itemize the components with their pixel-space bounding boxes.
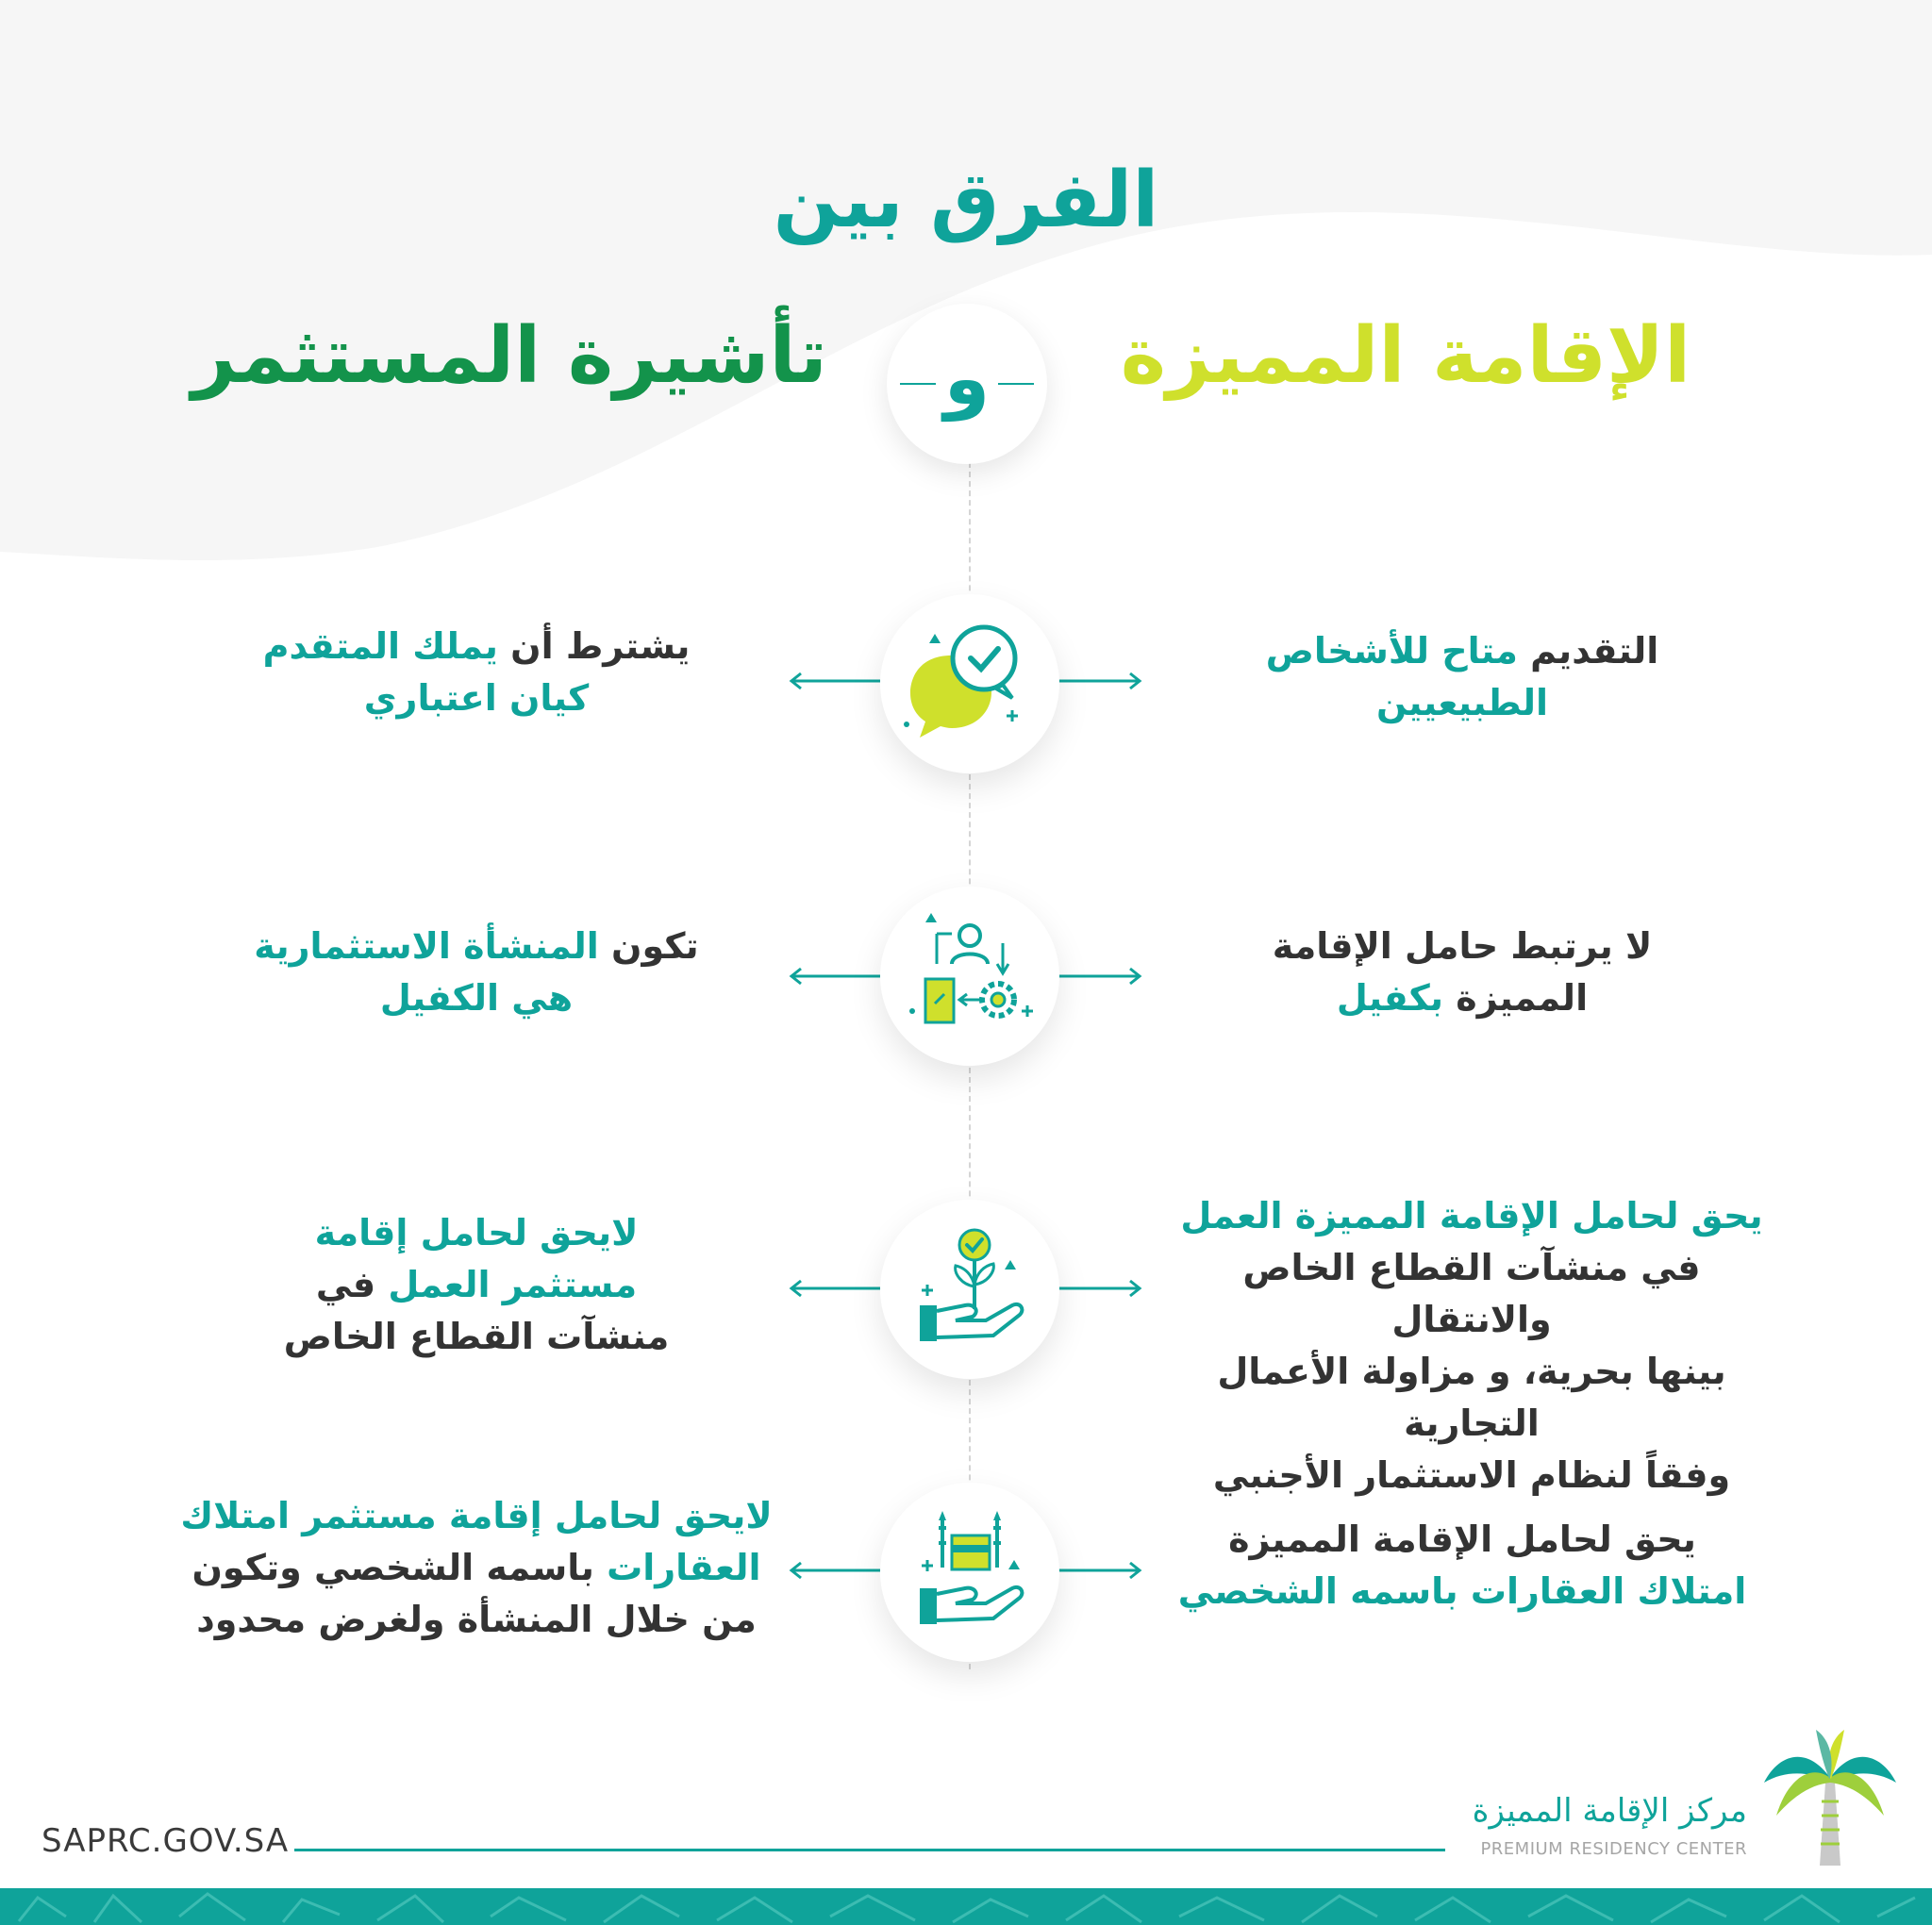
arrow-left-icon — [788, 1561, 882, 1580]
text-line — [1160, 677, 1764, 729]
row3-investor-text — [189, 1207, 764, 1363]
text-line — [1160, 1566, 1764, 1618]
hand-kaaba-icon — [880, 1483, 1059, 1662]
row3-premium-text — [1160, 1190, 1783, 1502]
text-segment: يحق لحامل الإقامة المميزة العمل — [1180, 1195, 1763, 1236]
title-difference-between: الفرق بين — [773, 156, 1159, 245]
text-line — [1160, 1190, 1783, 1242]
text-line — [170, 1490, 783, 1542]
row4-premium-text — [1160, 1514, 1764, 1618]
arrow-left-icon — [788, 672, 882, 690]
text-segment: باسمه الشخصي وتكون — [192, 1547, 594, 1589]
text-line — [1160, 1514, 1764, 1566]
arrow-left-icon — [788, 1279, 882, 1298]
text-segment: في منشآت القطاع الخاص والانتقال — [1242, 1247, 1701, 1341]
text-segment: التقديم — [1517, 630, 1659, 672]
text-segment: الطبيعيين — [1375, 682, 1548, 724]
text-line — [1160, 625, 1764, 677]
text-segment: من خلال المنشأة ولغرض محدود — [196, 1599, 757, 1641]
text-line — [1160, 1242, 1783, 1346]
text-line — [170, 1594, 783, 1646]
text-segment: لا يرتبط حامل الإقامة — [1272, 925, 1653, 967]
text-segment: هي الكفيل — [379, 977, 574, 1020]
text-line — [189, 1207, 764, 1259]
palm-logo-icon — [1759, 1726, 1901, 1867]
logo-name-arabic: مركز الإقامة المميزة — [1472, 1792, 1747, 1830]
and-label: و — [943, 337, 991, 422]
text-segment: تكون — [598, 925, 699, 967]
text-segment: المميزة — [1443, 977, 1589, 1020]
text-line — [189, 972, 764, 1024]
text-segment: لايحق لحامل إقامة — [314, 1212, 639, 1253]
text-segment: امتلاك العقارات باسمه الشخصي — [1177, 1570, 1747, 1613]
text-segment: منشآت القطاع الخاص — [283, 1316, 670, 1358]
text-line — [1160, 1450, 1783, 1502]
text-line — [189, 621, 764, 672]
text-segment: متاح للأشخاص — [1265, 630, 1518, 672]
text-segment: لايحق لحامل إقامة مستثمر امتلاك — [180, 1495, 773, 1536]
title-premium-residency: الإقامة المميزة — [1120, 311, 1691, 401]
footer-pattern-band — [0, 1888, 1932, 1925]
text-line — [170, 1542, 783, 1594]
arrow-right-icon — [1049, 1279, 1143, 1298]
text-segment: يملك المتقدم — [262, 625, 498, 667]
text-line — [189, 921, 764, 972]
person-gear-icon — [880, 887, 1059, 1066]
text-line — [1160, 972, 1764, 1024]
background-wave — [0, 0, 1932, 585]
row4-investor-text — [170, 1490, 783, 1646]
text-segment: كيان اعتباري — [363, 677, 590, 720]
row1-investor-text — [189, 621, 764, 724]
text-segment: بكفيل — [1336, 977, 1444, 1020]
title-investor-visa: تأشيرة المستثمر — [192, 311, 827, 401]
text-line — [189, 1311, 764, 1363]
arrow-right-icon — [1049, 672, 1143, 690]
logo-name-english: PREMIUM RESIDENCY CENTER — [1480, 1839, 1747, 1859]
text-segment: يحق لحامل الإقامة المميزة — [1228, 1518, 1696, 1560]
row1-premium-text — [1160, 625, 1764, 729]
arrow-right-icon — [1049, 967, 1143, 986]
arrow-right-icon — [1049, 1561, 1143, 1580]
text-segment: العقارات — [593, 1547, 761, 1589]
text-line — [1160, 921, 1764, 972]
website-url[interactable]: SAPRC.GOV.SA — [42, 1822, 290, 1860]
text-segment: بينها بحرية، و مزاولة الأعمال التجارية — [1217, 1351, 1726, 1445]
text-line — [189, 672, 764, 724]
text-line — [189, 1259, 764, 1311]
row2-premium-text — [1160, 921, 1764, 1024]
text-segment: وفقاً لنظام الاستثمار الأجنبي — [1212, 1454, 1731, 1497]
row2-investor-text — [189, 921, 764, 1024]
text-segment: في — [315, 1264, 376, 1306]
and-badge — [887, 304, 1047, 464]
text-segment: المنشأة الاستثمارية — [254, 925, 599, 967]
hand-plant-icon — [880, 1200, 1059, 1379]
text-segment: يشترط أن — [497, 625, 691, 667]
footer-divider — [294, 1849, 1445, 1851]
text-line — [1160, 1346, 1783, 1450]
arrow-left-icon — [788, 967, 882, 986]
chat-check-icon — [880, 594, 1059, 773]
text-segment: مستثمر العمل — [375, 1264, 638, 1306]
